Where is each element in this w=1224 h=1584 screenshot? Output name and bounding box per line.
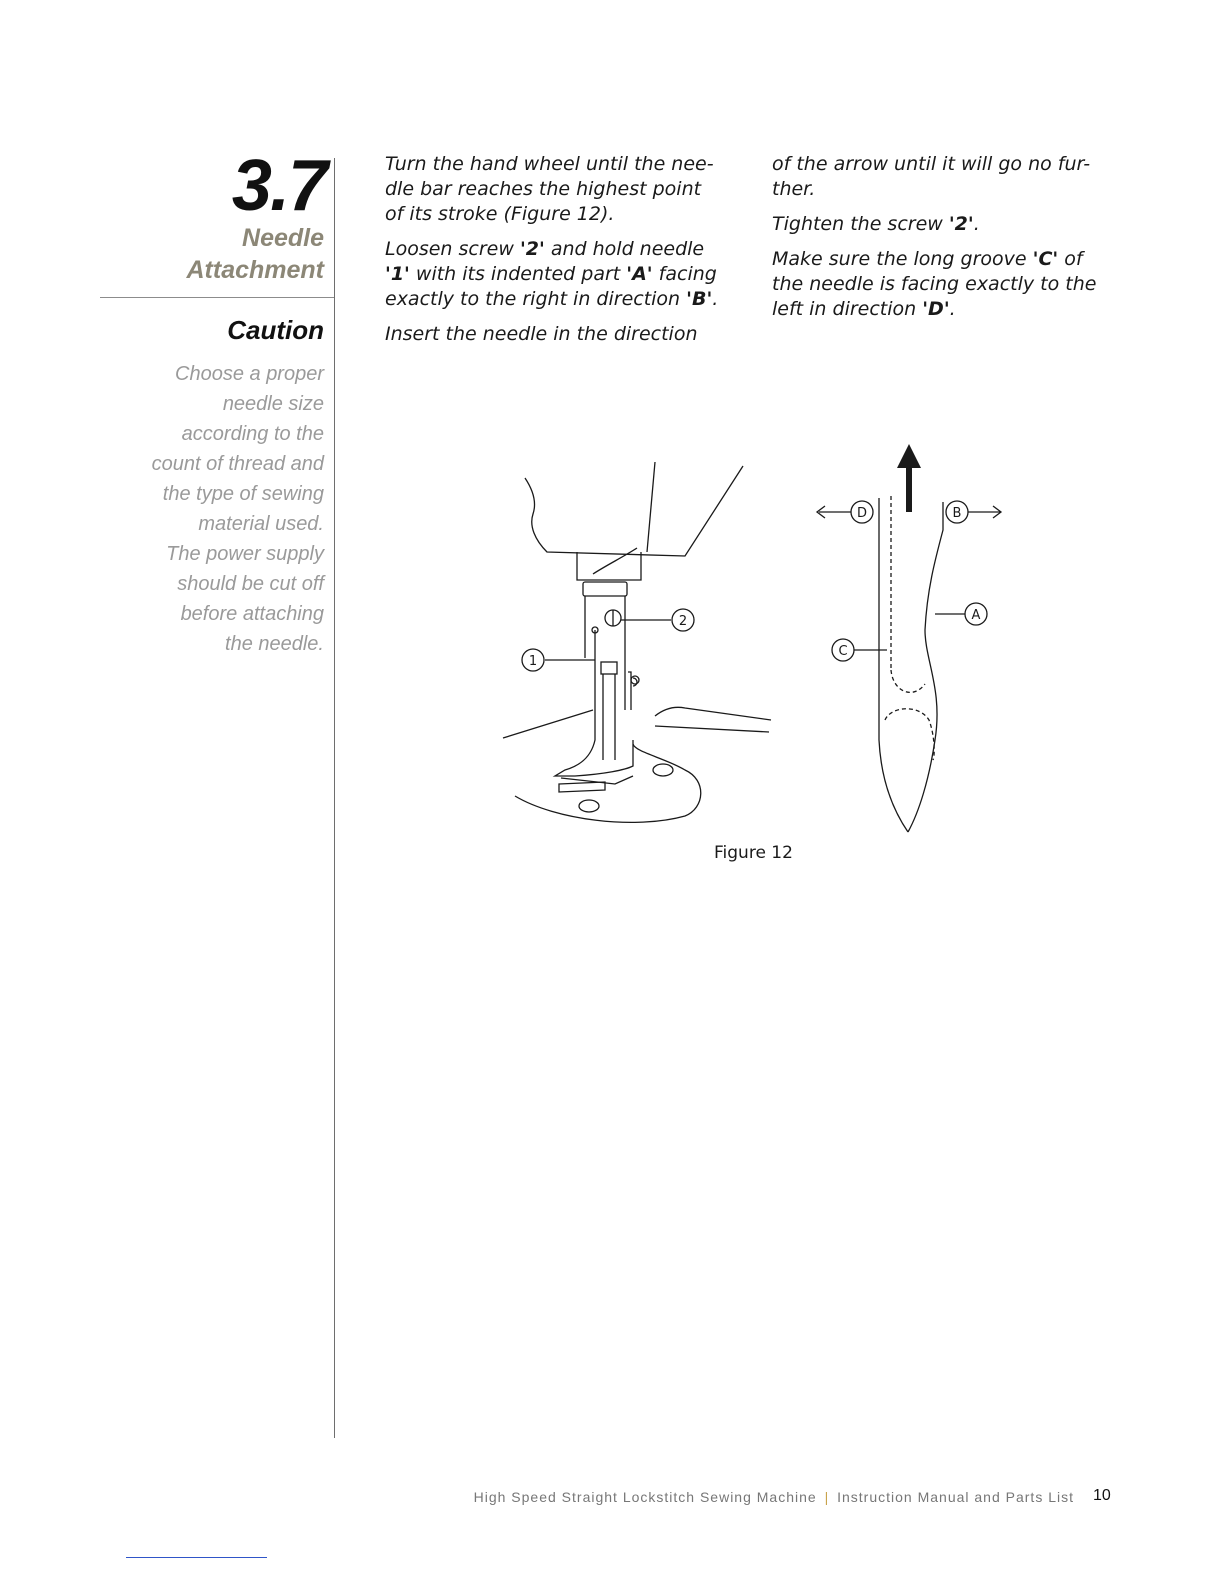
callout-label-c: C (838, 644, 848, 659)
instruction-text: of the needle is facing exactly to the left in direction (772, 248, 1097, 320)
bed-slot (655, 707, 771, 732)
needle-attachment-figure (495, 440, 1015, 840)
section-title-line: Needle (242, 224, 324, 252)
caution-line: the needle. (225, 633, 324, 655)
footer-separator: | (824, 1489, 830, 1505)
caution-text (98, 359, 324, 659)
instruction-text: . (973, 213, 980, 235)
section-title-line: Attachment (186, 256, 324, 284)
groove-curve (891, 670, 925, 692)
section-title (186, 222, 324, 286)
eye-outline (885, 709, 934, 760)
caution-line: Choose a proper (175, 363, 324, 385)
caution-line: material used. (198, 513, 324, 535)
caution-line: count of thread and (151, 453, 324, 475)
instruction-text: . (712, 288, 719, 310)
callout-label-1: 1 (528, 654, 538, 669)
instruction-emphasis: 'C' (1032, 248, 1059, 270)
callout-label-a: A (971, 608, 981, 623)
presser-bar-screw (631, 676, 639, 684)
footer-subtitle: Instruction Manual and Parts List (837, 1489, 1074, 1505)
sidebar-divider (100, 297, 334, 298)
presser-foot (555, 630, 633, 776)
link-underline (126, 1557, 267, 1558)
instruction-text: . (949, 298, 956, 320)
instructions-column-1 (385, 152, 725, 357)
caution-heading: Caution (227, 315, 324, 345)
callout-label-2: 2 (678, 614, 688, 629)
instruction-emphasis: '1' (385, 263, 410, 285)
needle-shank (601, 662, 617, 674)
figure-caption: Figure 12 (714, 843, 793, 863)
instruction-emphasis: '2' (948, 213, 974, 235)
instruction-text: Insert the needle in the direction (385, 323, 698, 345)
caution-line: should be cut off (177, 573, 324, 595)
instruction-paragraph (772, 152, 1112, 202)
instruction-paragraph (385, 152, 725, 227)
throat-plate-hole-left (579, 800, 599, 812)
needle-clamp (583, 582, 627, 596)
caution-line: before attaching (180, 603, 324, 625)
instruction-emphasis: '2' (519, 238, 545, 260)
needle-blade-right (908, 502, 943, 832)
vertical-divider (334, 158, 335, 1438)
instructions-column-2 (772, 152, 1112, 332)
instruction-paragraph (385, 322, 725, 347)
needle-bar-housing (577, 552, 641, 580)
caution-line: needle size (222, 393, 324, 415)
callout-label-d: D (856, 506, 868, 521)
throat-plate-hole-right (653, 764, 673, 776)
instruction-emphasis: 'B' (686, 288, 713, 310)
instruction-emphasis: 'D' (922, 298, 950, 320)
caution-line: The power supply (166, 543, 324, 565)
instruction-emphasis: 'A' (626, 263, 653, 285)
instruction-paragraph (772, 247, 1112, 322)
instruction-paragraph (772, 212, 1112, 237)
needle (603, 674, 615, 760)
instruction-text: with its indented part (409, 263, 627, 285)
instruction-text: of the arrow until it will go no fur-ther. (772, 153, 1091, 200)
page-number: 10 (1093, 1487, 1111, 1504)
instruction-paragraph (385, 237, 725, 312)
page-footer (474, 1489, 1074, 1505)
instruction-text: Loosen screw (385, 238, 520, 260)
needle-blade-left (879, 740, 908, 832)
instruction-text: Make sure the long groove (772, 248, 1033, 270)
machine-arm-line (647, 462, 655, 552)
instruction-text: and hold needle (544, 238, 705, 260)
machine-arm-outline (525, 466, 743, 556)
thread-clip (593, 548, 637, 574)
feed-dog-slot (559, 782, 605, 792)
footer-title: High Speed Straight Lockstitch Sewing Machine (473, 1489, 817, 1505)
caution-line: according to the (181, 423, 324, 445)
instruction-text: facing exactly to the right in direction (385, 263, 717, 310)
caution-line: the type of sewing (162, 483, 324, 505)
section-number: 3.7 (231, 146, 326, 226)
instruction-text: Tighten the screw (772, 213, 949, 235)
callout-label-b: B (952, 506, 962, 521)
instruction-text: Turn the hand wheel until the nee-dle bar reaches the highest point of its stroke (Figure 12). (385, 153, 714, 225)
arrow-head (897, 444, 921, 468)
